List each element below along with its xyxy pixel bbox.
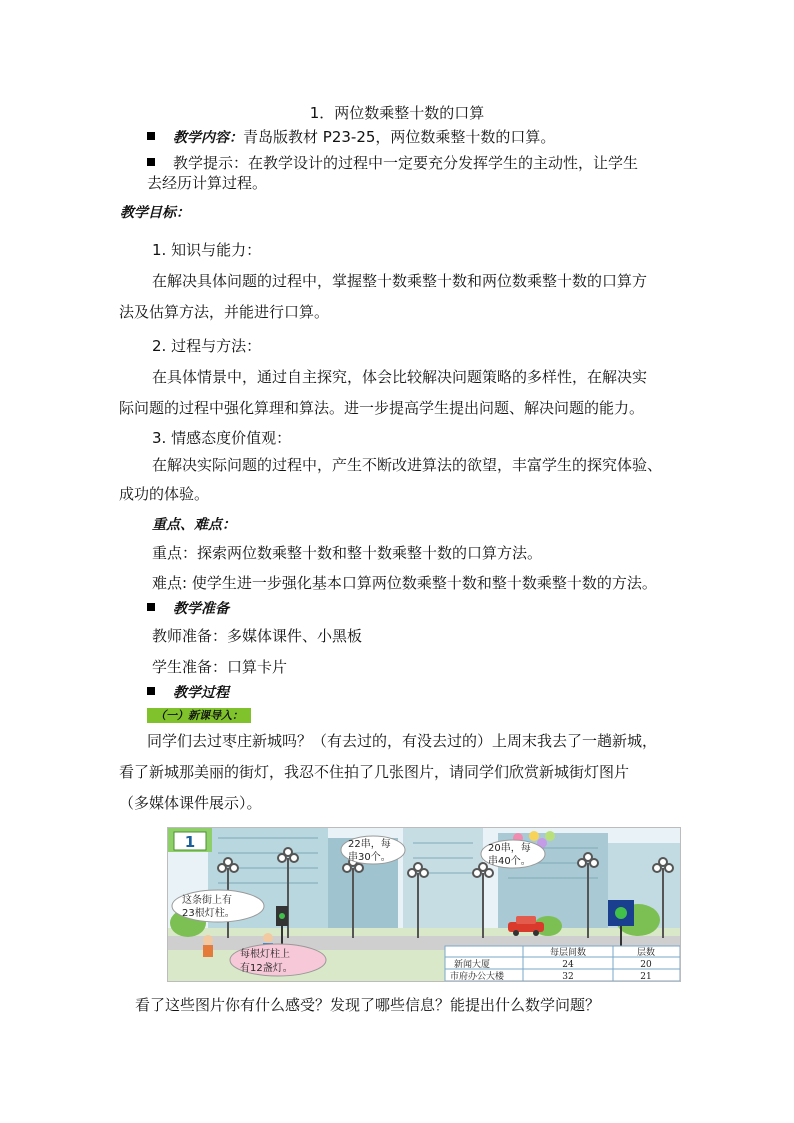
lesson-badge [168, 828, 212, 852]
question-line: 看了这些图片你有什么感受？发现了哪些信息？能提出什么数学问题？ [135, 996, 601, 1014]
table-cell: 32 [562, 972, 574, 981]
bubble-mid-line-1: 22串，每 [348, 839, 391, 850]
bubble-right-line-2: 串40个。 [488, 856, 531, 867]
goal3-line-1: 在解决实际问题的过程中，产生不断改进算法的欲望，丰富学生的探究体验、 [152, 456, 663, 474]
hint-text-1: 教学提示：在教学设计的过程中一定要充分发挥学生的主动性，让学生 [173, 154, 639, 172]
goals-heading: 教学目标： [120, 205, 190, 221]
intro-line-1: 同学们去过枣庄新城吗？（有去过的，有没去过的）上周末我去了一趟新城， [147, 732, 658, 750]
intro-line-3: （多媒体课件展示）。 [119, 794, 262, 812]
intro-tag: （一）新课导入： [147, 708, 251, 723]
table-header-floors: 层数 [636, 948, 656, 958]
process-heading-line [147, 682, 229, 703]
intro-tag-line [147, 704, 251, 726]
bullet-square-icon [147, 158, 155, 166]
content-text: 青岛版教材 P23-25，两位数乘整十数的口算。 [243, 128, 556, 146]
goal1-title: 1. 知识与能力： [152, 241, 262, 259]
table-cell: 新闻大厦 [454, 960, 491, 970]
goal2-title: 2. 过程与方法： [152, 337, 262, 355]
hint-line-2: 去经历计算过程。 [147, 174, 268, 192]
student-prep: 学生准备：口算卡片 [152, 658, 288, 676]
goal1-line-1: 在解决具体问题的过程中，掌握整十数乘整十数和两位数乘整十数的口算方 [152, 272, 648, 290]
page-title: 1．两位数乘整十数的口算 [309, 104, 485, 122]
bubble-mid-line-2: 串30个。 [348, 852, 391, 863]
prep-heading-line [147, 598, 229, 619]
bullet-square-icon [147, 603, 155, 611]
table-cell: 20 [640, 960, 652, 970]
hint-line-1 [147, 153, 638, 173]
keypoints-heading: 重点、难点： [152, 517, 236, 533]
table-cell: 21 [640, 972, 652, 981]
bubble-left-line-2: 23根灯柱。 [182, 908, 235, 919]
table-cell: 市府办公大楼 [450, 972, 505, 981]
bubble-bottom-line-1: 每根灯柱上 [240, 949, 290, 960]
process-heading: 教学过程 [173, 685, 229, 701]
content-label: 教学内容： [173, 130, 243, 146]
table-cell: 24 [562, 960, 574, 970]
content-line [147, 127, 555, 148]
bubble-left-line-1: 这条街上有 [182, 895, 232, 906]
goal2-line-1: 在具体情景中，通过自主探究，体会比较解决问题策略的多样性，在解决实 [152, 368, 648, 386]
difficult-point: 难点: 使学生进一步强化基本口算两位数乘整十数和整十数乘整十数的方法。 [152, 574, 657, 592]
goal1-line-2: 法及估算方法，并能进行口算。 [119, 303, 330, 321]
goal2-line-2: 际问题的过程中强化算理和算法。进一步提高学生提出问题、解决问题的能力。 [119, 399, 645, 417]
prep-heading: 教学准备 [173, 601, 229, 617]
bubble-right-line-1: 20串，每 [488, 843, 531, 854]
street-lights-illustration [167, 827, 681, 982]
goal3-line-2: 成功的体验。 [119, 485, 210, 503]
bullet-square-icon [147, 687, 155, 695]
intro-line-2: 看了新城那美丽的街灯，我忍不住拍了几张图片，请同学们欣赏新城街灯图片 [119, 763, 630, 781]
key-point: 重点：探索两位数乘整十数和整十数乘整十数的口算方法。 [152, 544, 543, 562]
goal3-title: 3. 情感态度价值观： [152, 429, 292, 447]
building-data-table [445, 946, 680, 981]
bullet-square-icon [147, 132, 155, 140]
table-header-per-floor: 每层间数 [549, 948, 587, 958]
badge-number: 1 [184, 833, 196, 851]
bubble-bottom-line-2: 有12盏灯。 [240, 963, 293, 974]
teacher-prep: 教师准备：多媒体课件、小黑板 [152, 627, 363, 645]
